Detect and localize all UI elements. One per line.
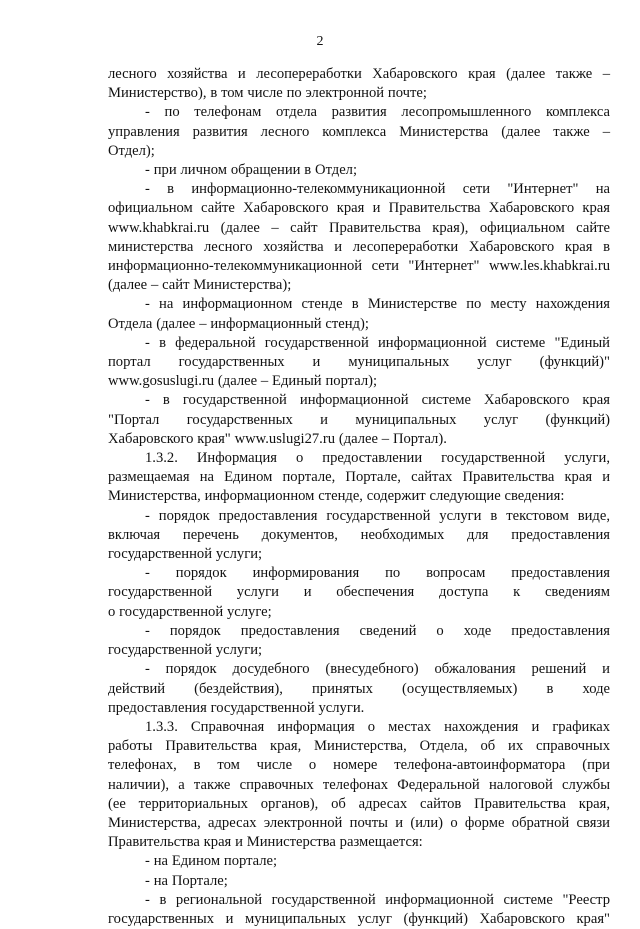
text-line: - порядок предоставления сведений о ходе предоставления [145, 622, 610, 639]
text-line: - на Едином портале; [145, 853, 278, 870]
text-line: Министерства, адресах электронной почты и (или) о форме обратной связи [108, 814, 610, 831]
text-line: - на Портале; [145, 872, 228, 889]
text-line: 1.3.2. Информация о предоставлении государственной услуги, [145, 450, 610, 467]
text-line: (ее территориальных органов), об адресах сайтов Правительства края, [108, 795, 610, 812]
text-line: "Портал государственных и муниципальных услуг (функций) [108, 411, 610, 428]
text-line: включая перечень документов, необходимых для предоставления [108, 526, 610, 543]
text-line: Отдел); [108, 142, 155, 159]
text-line: Правительства края и Министерства размещается: [108, 834, 423, 851]
text-line: - по телефонам отдела развития лесопромышленного комплекса [145, 104, 610, 121]
text-line: 1.3.3. Справочная информация о местах нахождения и графиках [145, 718, 610, 735]
text-line: официальном сайте Хабаровского края и Правительства Хабаровского края [108, 200, 610, 217]
text-line: www.khabkrai.ru (далее – сайт Правительства края), официальном сайте [108, 219, 610, 236]
text-line: наличии), а также справочных телефонах Федеральной налоговой службы [108, 776, 610, 793]
text-line: работы Правительства края, Министерства, Отдела, об их справочных [108, 738, 610, 755]
text-line: - порядок досудебного (внесудебного) обжалования решений и [145, 661, 610, 678]
text-line: информационно-телекоммуникационной сети "Интернет" www.les.khabkrai.ru [108, 258, 610, 275]
text-line: портал государственных и муниципальных услуг (функций)" [108, 354, 610, 371]
text-line: действий (бездействия), принятых (осуществляемых) в ходе [108, 680, 610, 697]
text-line: - в региональной государственной информационной системе "Реестр [145, 891, 610, 908]
text-line: телефонах, в том числе о номере телефона-автоинформатора (при [108, 757, 610, 774]
text-line: - в информационно-телекоммуникационной сети "Интернет" на [145, 181, 610, 198]
page-number: 2 [316, 34, 324, 49]
text-line: - в государственной информационной системе Хабаровского края [145, 392, 610, 409]
text-line: - порядок информирования по вопросам предоставления [145, 565, 610, 582]
text-line: государственной услуги; [108, 546, 263, 563]
text-line: Министерство), в том числе по электронной почте; [108, 85, 427, 102]
text-line: о государственной услуге; [108, 603, 272, 620]
text-line: Хабаровского края" www.uslugi27.ru (далее – Портал). [108, 430, 447, 447]
text-line: - на информационном стенде в Министерстве по месту нахождения [145, 296, 610, 313]
text-line: министерства лесного хозяйства и лесопереработки Хабаровского края в [108, 238, 610, 255]
text-line: государственной услуги и обеспечения доступа к сведениям [108, 584, 610, 601]
text-line: www.gosuslugi.ru (далее – Единый портал); [108, 373, 378, 390]
text-line: - порядок предоставления государственной услуги в текстовом виде, [145, 507, 610, 524]
text-line: государственной услуги; [108, 642, 263, 659]
text-line: лесного хозяйства и лесопереработки Хабаровского края (далее также – [108, 66, 610, 82]
text-line: (далее – сайт Министерства); [108, 277, 292, 294]
text-line: Министерства, информационном стенде, содержит следующие сведения: [108, 488, 565, 505]
text-line: - при личном обращении в Отдел; [145, 162, 358, 179]
text-line: государственных и муниципальных услуг (функций) Хабаровского края" [108, 910, 610, 927]
text-line: размещаемая на Едином портале, Портале, сайтах Правительства края и [108, 469, 610, 486]
text-line: Отдела (далее – информационный стенд); [108, 315, 369, 332]
document-body [108, 65, 610, 929]
text-line: - в федеральной государственной информационной системе "Единый [145, 334, 610, 351]
text-line: управления развития лесного комплекса Министерства (далее также – [108, 123, 610, 140]
text-line: предоставления государственной услуги. [108, 699, 365, 716]
